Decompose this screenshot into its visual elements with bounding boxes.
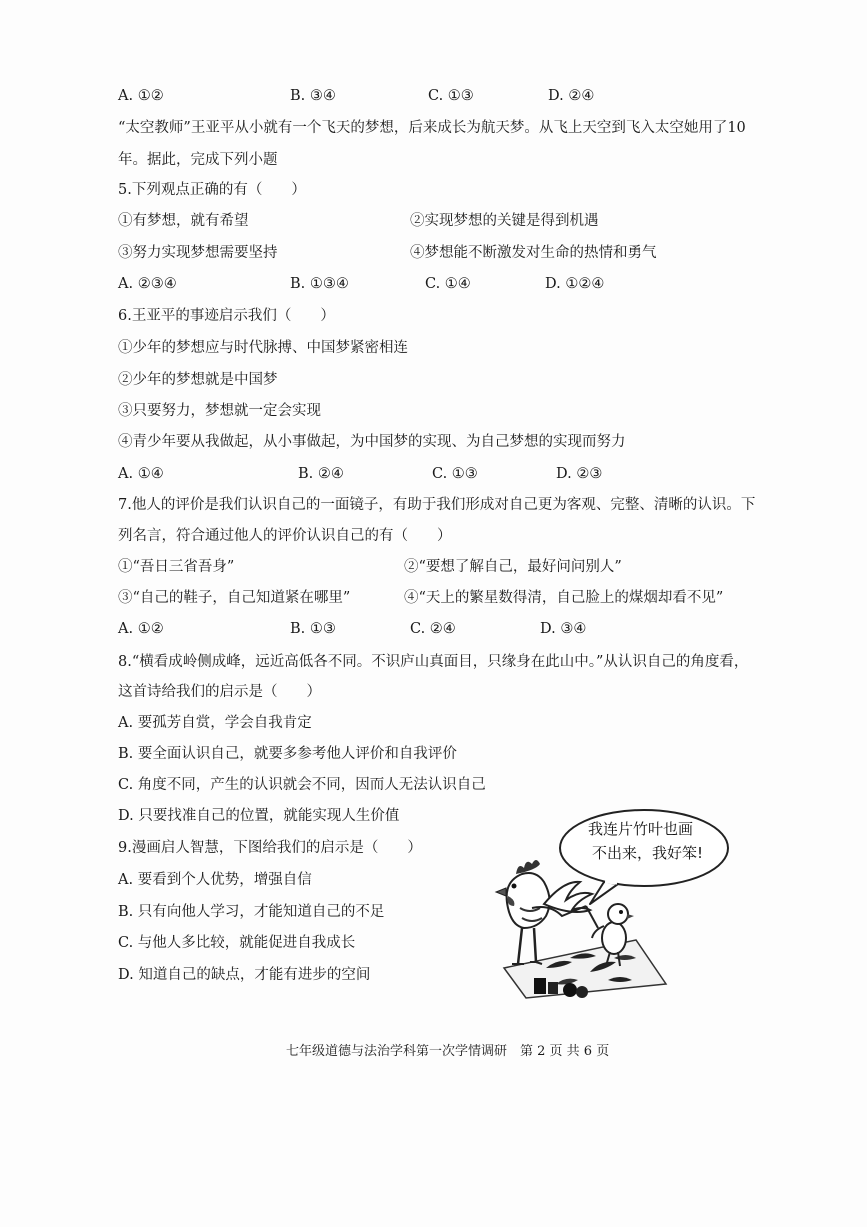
q9-option-a: A. 要看到个人优势，增强自信 bbox=[118, 872, 312, 888]
q9-option-c: C. 与他人多比较，就能促进自我成长 bbox=[118, 935, 356, 951]
q7-option-b: B. ①③ bbox=[290, 621, 336, 637]
q8-option-c: C. 角度不同，产生的认识就会不同，因而人无法认识自己 bbox=[118, 777, 486, 793]
q6-option-a: A. ①④ bbox=[118, 466, 164, 482]
q4-option-c: C. ①③ bbox=[428, 88, 474, 104]
q5-option-d: D. ①②④ bbox=[545, 276, 605, 292]
q5-statement-4: ④梦想能不断激发对生命的热情和勇气 bbox=[410, 245, 657, 261]
q7-statement-4: ④“天上的繁星数得清，自己脸上的煤烟却看不见” bbox=[404, 590, 724, 606]
q8-option-b: B. 要全面认识自己，就要多参考他人评价和自我评价 bbox=[118, 746, 457, 762]
q5-statement-2: ②实现梦想的关键是得到机遇 bbox=[410, 213, 599, 229]
q8-option-d: D. 只要找准自己的位置，就能实现人生价值 bbox=[118, 808, 400, 824]
q4-option-d: D. ②④ bbox=[548, 88, 595, 104]
q7-statement-2: ②“要想了解自己，最好问问别人” bbox=[404, 559, 622, 575]
q8-stem-line-2: 这首诗给我们的启示是（ ） bbox=[118, 684, 321, 700]
q6-option-b: B. ②④ bbox=[298, 466, 344, 482]
q6-statement-1: ①少年的梦想应与时代脉搏、中国梦紧密相连 bbox=[118, 340, 408, 356]
speech-bubble-line-2: 不出来，我好笨! bbox=[592, 844, 704, 862]
q4-option-a: A. ①② bbox=[118, 88, 164, 104]
q9-stem: 9.漫画启人智慧，下图给我们的启示是（ ） bbox=[118, 840, 422, 856]
q6-statement-4: ④青少年要从我做起，从小事做起，为中国梦的实现、为自己梦想的实现而努力 bbox=[118, 434, 626, 450]
q5-option-a: A. ②③④ bbox=[118, 276, 177, 292]
q7-statement-3: ③“自己的鞋子，自己知道紧在哪里” bbox=[118, 590, 351, 606]
q7-option-c: C. ②④ bbox=[410, 621, 456, 637]
q7-statement-1: ①“吾日三省吾身” bbox=[118, 559, 235, 575]
cartoon-illustration bbox=[486, 808, 746, 1000]
q6-statement-3: ③只要努力，梦想就一定会实现 bbox=[118, 403, 321, 419]
q6-option-c: C. ①③ bbox=[432, 466, 478, 482]
speech-bubble-line-1: 我连片竹叶也画 bbox=[588, 820, 694, 838]
page-footer: 七年级道德与法治学科第一次学情调研 第 2 页 共 6 页 bbox=[286, 1044, 610, 1059]
q7-option-d: D. ③④ bbox=[540, 621, 587, 637]
q7-stem-line-1: 7.他人的评价是我们认识自己的一面镜子，有助于我们形成对自己更为客观、完整、清晰的认识。下 bbox=[118, 497, 756, 513]
passage-line-1: “太空教师”王亚平从小就有一个飞天的梦想，后来成长为航天梦。从飞上天空到飞入太空她用了10 bbox=[118, 120, 746, 136]
q9-option-d: D. 知道自己的缺点，才能有进步的空间 bbox=[118, 967, 371, 983]
q8-option-a: A. 要孤芳自赏，学会自我肯定 bbox=[118, 715, 312, 731]
q5-statement-3: ③努力实现梦想需要坚持 bbox=[118, 245, 278, 261]
q5-option-b: B. ①③④ bbox=[290, 276, 349, 292]
q7-stem-line-2: 列名言，符合通过他人的评价认识自己的有（ ） bbox=[118, 528, 452, 544]
q9-option-b: B. 只有向他人学习，才能知道自己的不足 bbox=[118, 904, 385, 920]
q5-option-c: C. ①④ bbox=[425, 276, 471, 292]
q4-option-b: B. ③④ bbox=[290, 88, 336, 104]
q6-statement-2: ②少年的梦想就是中国梦 bbox=[118, 372, 278, 388]
q5-stem: 5.下列观点正确的有（ ） bbox=[118, 182, 306, 198]
q5-statement-1: ①有梦想，就有希望 bbox=[118, 213, 249, 229]
passage-line-2: 年。据此，完成下列小题 bbox=[118, 152, 278, 168]
q6-option-d: D. ②③ bbox=[556, 466, 603, 482]
q8-stem-line-1: 8.“横看成岭侧成峰，远近高低各不同。不识庐山真面目，只缘身在此山中。”从认识自己的角度看， bbox=[118, 654, 749, 670]
q7-option-a: A. ①② bbox=[118, 621, 164, 637]
q6-stem: 6.王亚平的事迹启示我们（ ） bbox=[118, 308, 335, 324]
